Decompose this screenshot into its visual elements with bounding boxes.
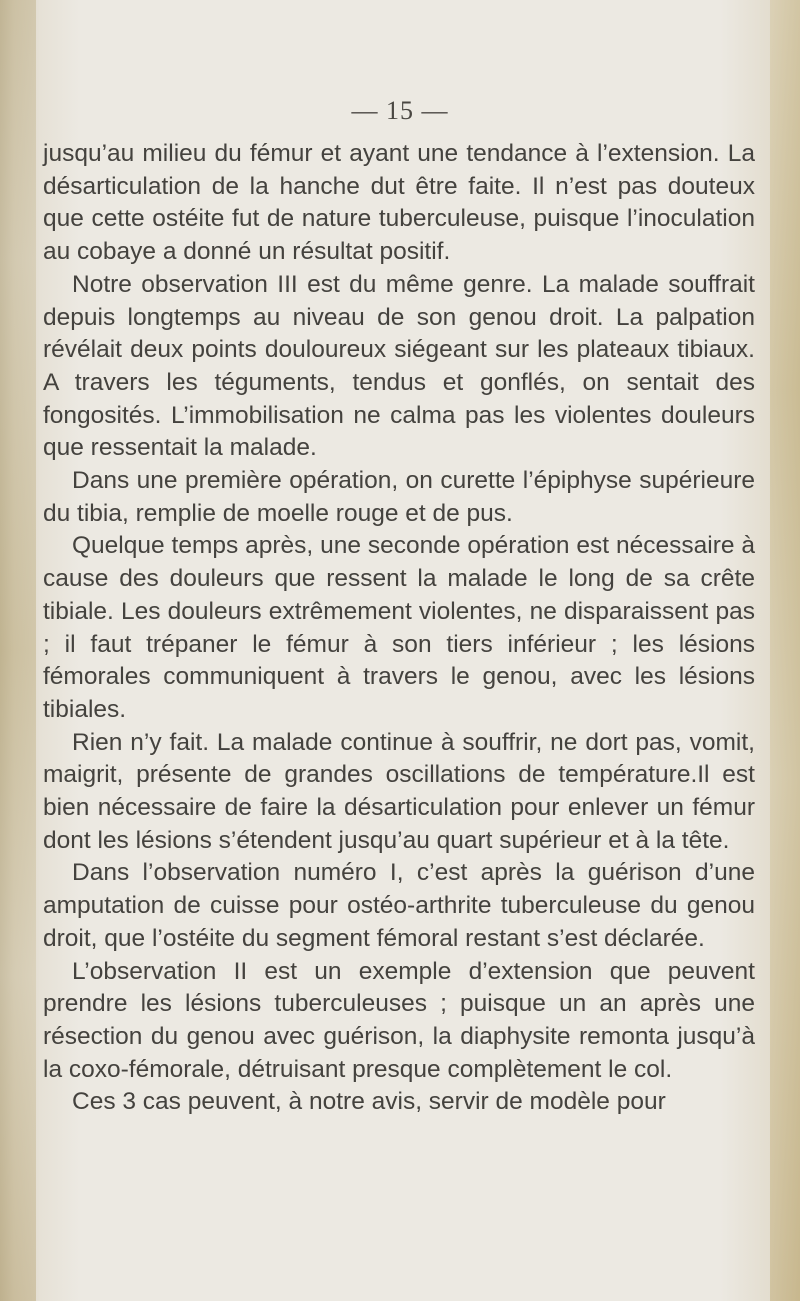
body-text: [43, 138, 755, 1119]
paragraph-7: L’observation II est un exemple d’extension que peuvent prendre les lésions tuberculeuses ; puisque un an après une résection du genou avec guérison, la diaphysite remonta jusqu’à la coxo-fémorale, détruisant presque complètement le col.: [43, 957, 755, 1083]
page-number: — 15 —: [351, 96, 449, 125]
paragraph-1: jusqu’au milieu du fémur et ayant une tendance à l’extension. La désarticulation de la hanche dut être faite. Il n’est pas douteux que cette ostéite fut de nature tuberculeuse, puisque l’inoculation au cobaye a donné un résultat positif.: [43, 140, 755, 266]
paragraph-4: Quelque temps après, une seconde opération est nécessaire à cause des douleurs que ressent la malade le long de sa crête tibiale. Les douleurs extrêmement violentes, ne disparaissent pas ; il faut trépaner le fémur à son tiers inférieur ; les lésions fémorales communiquent à travers le genou, avec les lésions tibiales.: [43, 532, 755, 723]
paragraph-6: Dans l’observation numéro I, c’est après la guérison d’une amputation de cuisse pour ostéo-arthrite tuberculeuse du genou droit, que l’ostéite du segment fémoral restant s’est déclarée.: [43, 859, 755, 952]
paragraph-5: Rien n’y fait. La malade continue à souffrir, ne dort pas, vomit, maigrit, présente de grandes oscillations de température.Il est bien nécessaire de faire la désarticulation pour enlever un fémur dont les lésions s’étendent jusqu’au quart supérieur et à la tête.: [43, 728, 755, 854]
page-edge-shadow-right: [770, 0, 800, 1301]
paragraph-3: Dans une première opération, on curette l’épiphyse supérieure du tibia, remplie de moelle rouge et de pus.: [43, 467, 755, 527]
paragraph-2: Notre observation III est du même genre. La malade souffrait depuis longtemps au niveau de son genou droit. La palpation révélait deux points douloureux siégeant sur les plateaux tibiaux. A travers les téguments, tendus et gonflés, on sentait des fongosités. L’immobilisation ne calma pas les violentes douleurs que ressentait la malade.: [43, 270, 755, 462]
page-edge-shadow-left: [0, 0, 36, 1301]
paragraph-8: Ces 3 cas peuvent, à notre avis, servir de modèle pour: [72, 1088, 666, 1116]
